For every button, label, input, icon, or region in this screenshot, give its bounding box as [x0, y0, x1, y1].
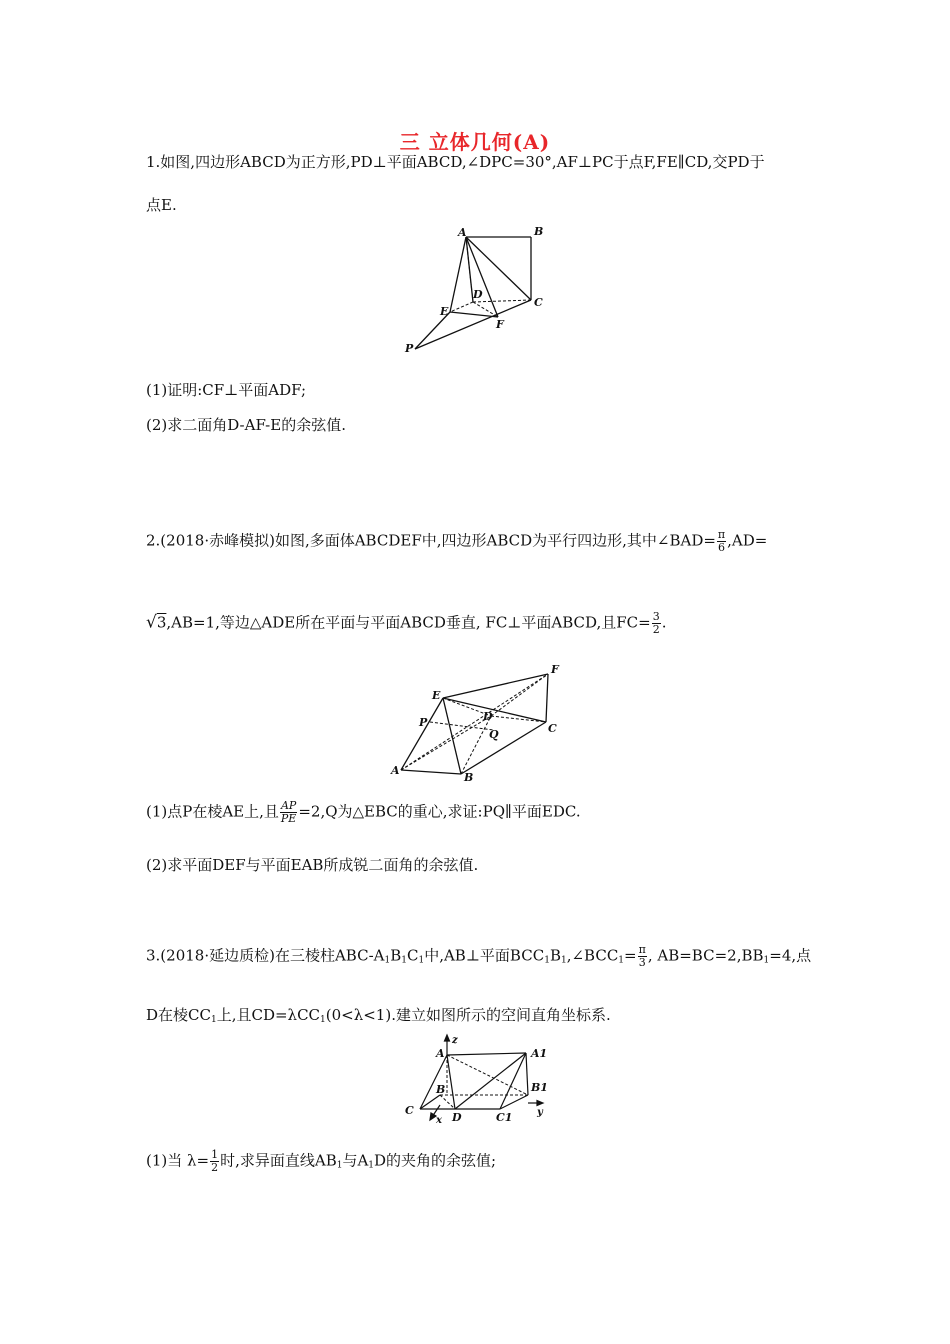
q1-part2: (2)求二面角D-AF-E的余弦值. [146, 416, 346, 434]
q2-label-A: A [391, 764, 400, 777]
q3-frac-den: 3 [638, 956, 646, 969]
q2-label-D: D [483, 710, 493, 723]
q3-part1-b: 时,求异面直线AB [220, 1151, 337, 1170]
q2-frac3-den: PE [280, 812, 297, 825]
q3-label-x: x [436, 1115, 442, 1125]
q2-line2-text-a: ,AB=1,等边△ADE所在平面与平面ABCD垂直, FC⊥平面ABCD,且FC= [166, 613, 651, 632]
q3-line1-i: =4,点 [769, 946, 812, 965]
q3-sub: 1 [320, 1015, 326, 1025]
q2-figure [388, 660, 568, 785]
q3-label-B1: B1 [531, 1081, 548, 1094]
q2-frac-ap-pe [280, 800, 297, 825]
q3-line2-c: (0<λ<1).建立如图所示的空间直角坐标系. [325, 1006, 611, 1024]
q1-line2: 点E. [146, 196, 177, 214]
q2-label-Q: Q [489, 728, 499, 741]
q3-line1-a: 3.(2018·延边质检)在三棱柱ABC-A [146, 946, 385, 965]
q3-frac-1-2 [210, 1149, 219, 1174]
q2-part1-text-b: =2,Q为△EBC的重心,求证:PQ∥平面EDC. [298, 802, 581, 821]
q3-line1 [146, 944, 811, 971]
q3-part1-a: (1)当 λ= [146, 1151, 210, 1170]
q1-label-D: D [473, 288, 483, 301]
q2-label-B: B [464, 771, 474, 784]
section-title: 三 立体几何(A) [399, 130, 551, 154]
q3-line1-c: C [406, 946, 419, 965]
q3-sub: 1 [384, 955, 391, 966]
q2-part1 [146, 800, 581, 825]
q3-line1-f: ,∠BCC [566, 946, 619, 965]
q3-line2 [146, 1005, 611, 1030]
q2-frac3-num: AP [280, 799, 297, 812]
q3-line1-b: B [390, 946, 402, 965]
q3-sub: 1 [618, 955, 625, 966]
q3-sub: 1 [544, 955, 550, 966]
q2-label-E: E [432, 689, 441, 702]
q3-part1-d: D的夹角的余弦值; [374, 1151, 497, 1170]
q3-sub: 1 [401, 955, 407, 966]
q3-sub: 1 [763, 955, 770, 966]
q2-part1-text-a: (1)点P在棱AE上,且 [146, 802, 279, 821]
q3-sub: 1 [210, 1015, 217, 1025]
q1-label-F: F [496, 318, 504, 331]
q3-line2-a: D在棱CC [146, 1006, 211, 1024]
sqrt-value: 3 [156, 613, 167, 632]
q2-label-P: P [419, 716, 428, 729]
q3-frac2-num: 1 [211, 1148, 219, 1161]
q3-label-y: y [537, 1107, 543, 1118]
q3-line2-b: 上,且CD=λCC [216, 1006, 321, 1024]
q3-sub: 1 [560, 955, 567, 966]
q2-frac-3-2 [652, 611, 661, 636]
q2-part2: (2)求平面DEF与平面EAB所成锐二面角的余弦值. [146, 856, 479, 874]
q3-figure [400, 1033, 550, 1125]
q2-frac-den: 6 [718, 541, 726, 554]
q2-line2-text-b: . [661, 613, 667, 632]
q1-label-E: E [440, 305, 449, 318]
q3-label-C1: C1 [496, 1111, 513, 1124]
q3-frac-num: π [638, 943, 646, 956]
q1-figure [400, 222, 560, 357]
sqrt-sign: √ [146, 612, 157, 633]
q1-label-A: A [458, 226, 467, 239]
q2-line1 [146, 529, 767, 554]
q2-frac-pi-6 [717, 529, 726, 554]
q3-line1-d: 中,AB⊥平面BCC [424, 946, 545, 965]
q3-label-z: z [452, 1035, 458, 1046]
q1-label-C: C [534, 296, 543, 309]
q3-frac2-den: 2 [211, 1161, 219, 1174]
q3-sub: 1 [418, 955, 425, 966]
q3-line1-g: = [624, 946, 637, 965]
q1-label-B: B [534, 225, 544, 238]
q2-frac2-den: 2 [652, 623, 660, 636]
q3-label-B: B [436, 1083, 446, 1096]
q3-part1 [146, 1149, 496, 1176]
q3-label-D: D [452, 1111, 462, 1124]
q2-line1-text-a: 2.(2018·赤峰模拟)如图,多面体ABCDEF中,四边形ABCD为平行四边形,其中∠BAD= [146, 531, 716, 550]
q3-line1-e: B [549, 946, 561, 965]
q2-line1-text-b: ,AD= [727, 531, 768, 550]
q1-line1: 1.如图,四边形ABCD为正方形,PD⊥平面ABCD,∠DPC=30°,AF⊥PC于点F,FE∥CD,交PD于 [146, 153, 765, 171]
q1-label-P: P [405, 342, 414, 355]
q2-label-F: F [551, 663, 559, 676]
q3-frac-pi-3 [638, 944, 647, 969]
q3-label-A1: A1 [531, 1047, 548, 1060]
q3-sub: 1 [336, 1160, 343, 1171]
q3-part1-c: 与A [342, 1151, 369, 1170]
q3-line1-h: , AB=BC=2,BB [647, 946, 764, 965]
q1-part1: (1)证明:CF⊥平面ADF; [146, 381, 307, 399]
q3-label-C: C [405, 1104, 414, 1117]
q2-frac-num: π [717, 528, 726, 541]
q2-label-C: C [548, 722, 557, 735]
q2-line2 [146, 611, 667, 636]
q2-frac2-num: 3 [652, 610, 660, 623]
q3-sub: 1 [368, 1160, 375, 1171]
q3-label-A: A [436, 1047, 445, 1060]
